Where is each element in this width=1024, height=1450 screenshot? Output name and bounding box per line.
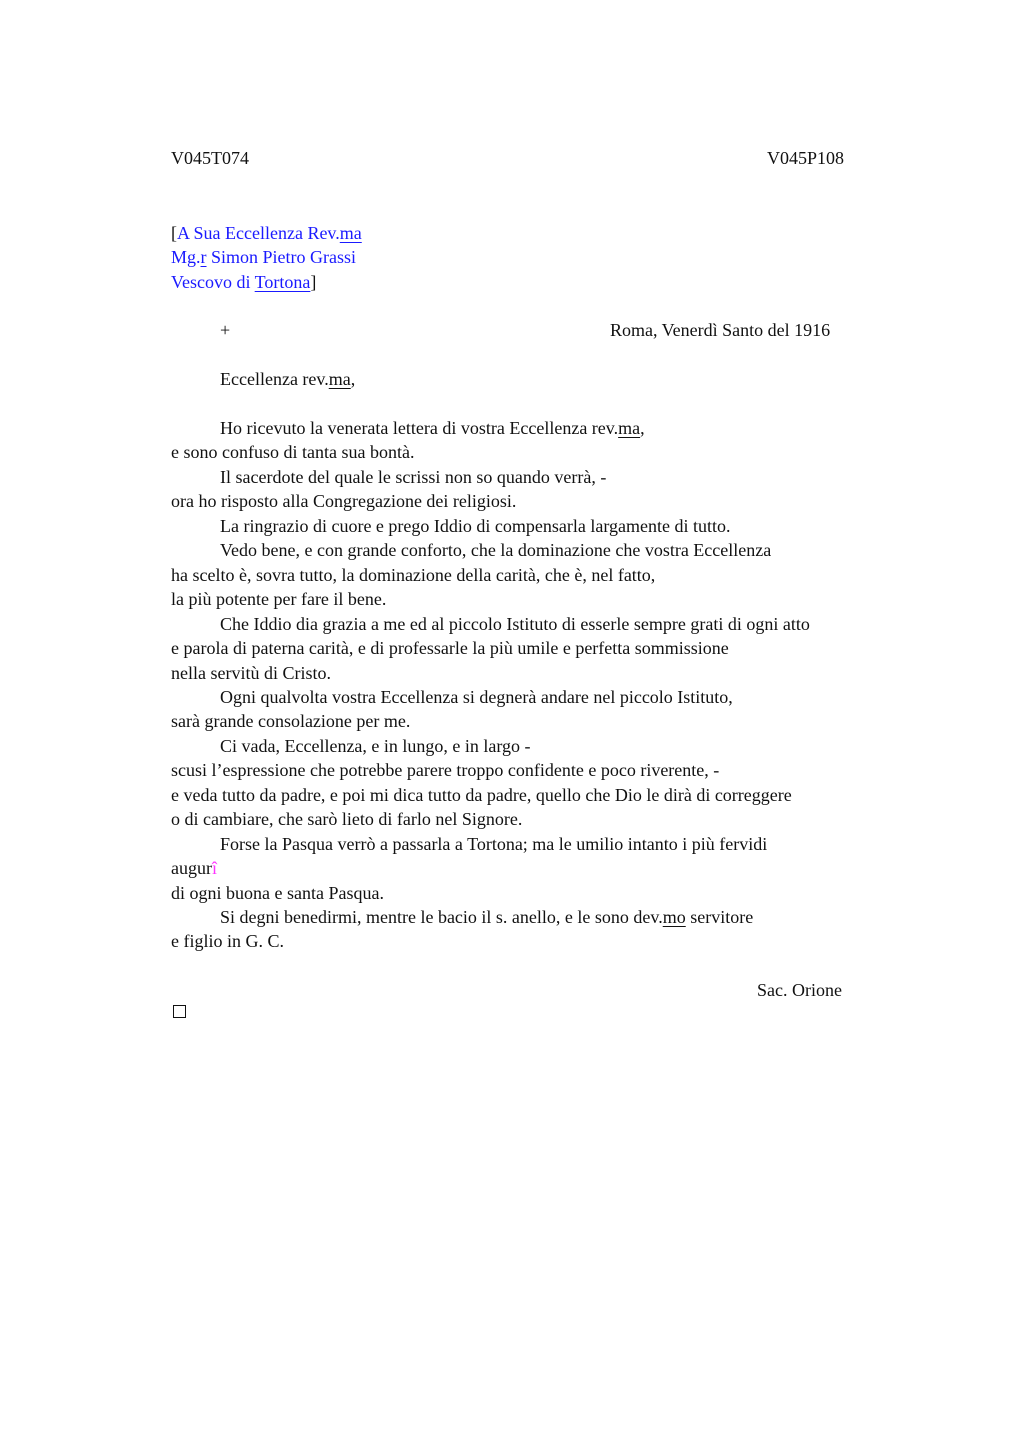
body-line-8: la più potente per fare il bene. <box>171 589 387 609</box>
cross-mark: + <box>220 320 231 340</box>
place-date: Roma, Venerdì Santo del 1916 <box>610 320 831 340</box>
body-line-2: e sono confuso di tanta sua bontà. <box>171 442 415 462</box>
body-line-6: Vedo bene, e con grande conforto, che la dominazione che vostra Eccellenza <box>220 540 772 560</box>
body-text: servitore <box>685 907 754 927</box>
body-line-10: e parola di paterna carità, e di professarle la più umile e perfetta sommissione <box>171 638 729 658</box>
body-line-22: e figlio in G. C. <box>171 931 284 951</box>
body-line-21 <box>220 906 753 928</box>
body-line-1 <box>220 417 645 439</box>
address-place: Tortona <box>254 272 311 292</box>
body-line-12: Ogni qualvolta vostra Eccellenza si degnerà andare nel piccolo Istituto, <box>220 687 733 707</box>
body-line-5: La ringrazio di cuore e prego Iddio di compensarla largamente di tutto. <box>220 516 731 536</box>
body-text: Ho ricevuto la venerata lettera di vostra Eccellenza rev. <box>220 418 619 438</box>
body-line-9: Che Iddio dia grazia a me ed al piccolo Istituto di esserle sempre grati di ogni atto <box>220 614 810 634</box>
body-line-14: Ci vada, Eccellenza, e in lungo, e in largo - <box>220 736 531 756</box>
address-abbrev: ma <box>339 223 362 243</box>
salutation-text: Eccellenza rev. <box>220 369 329 389</box>
body-abbrev: ma <box>618 418 641 438</box>
address-line-3 <box>171 271 316 293</box>
address-text: Mg. <box>171 247 201 267</box>
signature: Sac. Orione <box>757 980 842 1000</box>
body-line-16: e veda tutto da padre, e poi mi dica tutto da padre, quello che Dio le dirà di correggere <box>171 785 792 805</box>
body-line-17: o di cambiare, che sarò lieto di farlo nel Signore. <box>171 809 523 829</box>
body-line-19 <box>171 857 217 879</box>
body-line-20: di ogni buona e santa Pasqua. <box>171 883 384 903</box>
body-line-7: ha scelto è, sovra tutto, la dominazione della carità, che è, nel fatto, <box>171 565 656 585</box>
address-line-2 <box>171 246 356 268</box>
salutation-abbrev: ma <box>328 369 351 389</box>
address-text: Vescovo di <box>171 272 255 292</box>
body-abbrev: mo <box>662 907 686 927</box>
editorial-mark: î <box>211 858 217 878</box>
empty-square-icon <box>173 1005 186 1018</box>
salutation <box>220 368 355 390</box>
left-code: V045T074 <box>171 148 249 168</box>
body-text: augur <box>171 858 212 878</box>
body-line-13: sarà grande consolazione per me. <box>171 711 411 731</box>
address-abbrev: r <box>200 247 207 267</box>
right-code: V045P108 <box>766 148 844 168</box>
body-line-3: Il sacerdote del quale le scrissi non so quando verrà, - <box>220 467 607 487</box>
body-line-11: nella servitù di Cristo. <box>171 663 331 683</box>
body-line-4: ora ho risposto alla Congregazione dei religiosi. <box>171 491 517 511</box>
body-line-18: Forse la Pasqua verrò a passarla a Tortona; ma le umilio intanto i più fervidi <box>220 834 768 854</box>
address-line-1 <box>171 222 362 244</box>
body-line-15: scusi l’espressione che potrebbe parere troppo confidente e poco riverente, - <box>171 760 720 780</box>
body-comma: , <box>640 418 645 438</box>
close-bracket: ] <box>310 272 317 292</box>
body-text: Si degni benedirmi, mentre le bacio il s. anello, e le sono dev. <box>220 907 663 927</box>
address-text: A Sua Eccellenza Rev. <box>177 223 340 243</box>
open-bracket: [ <box>171 223 177 243</box>
address-text: Simon Pietro Grassi <box>206 247 357 267</box>
salutation-comma: , <box>350 369 356 389</box>
